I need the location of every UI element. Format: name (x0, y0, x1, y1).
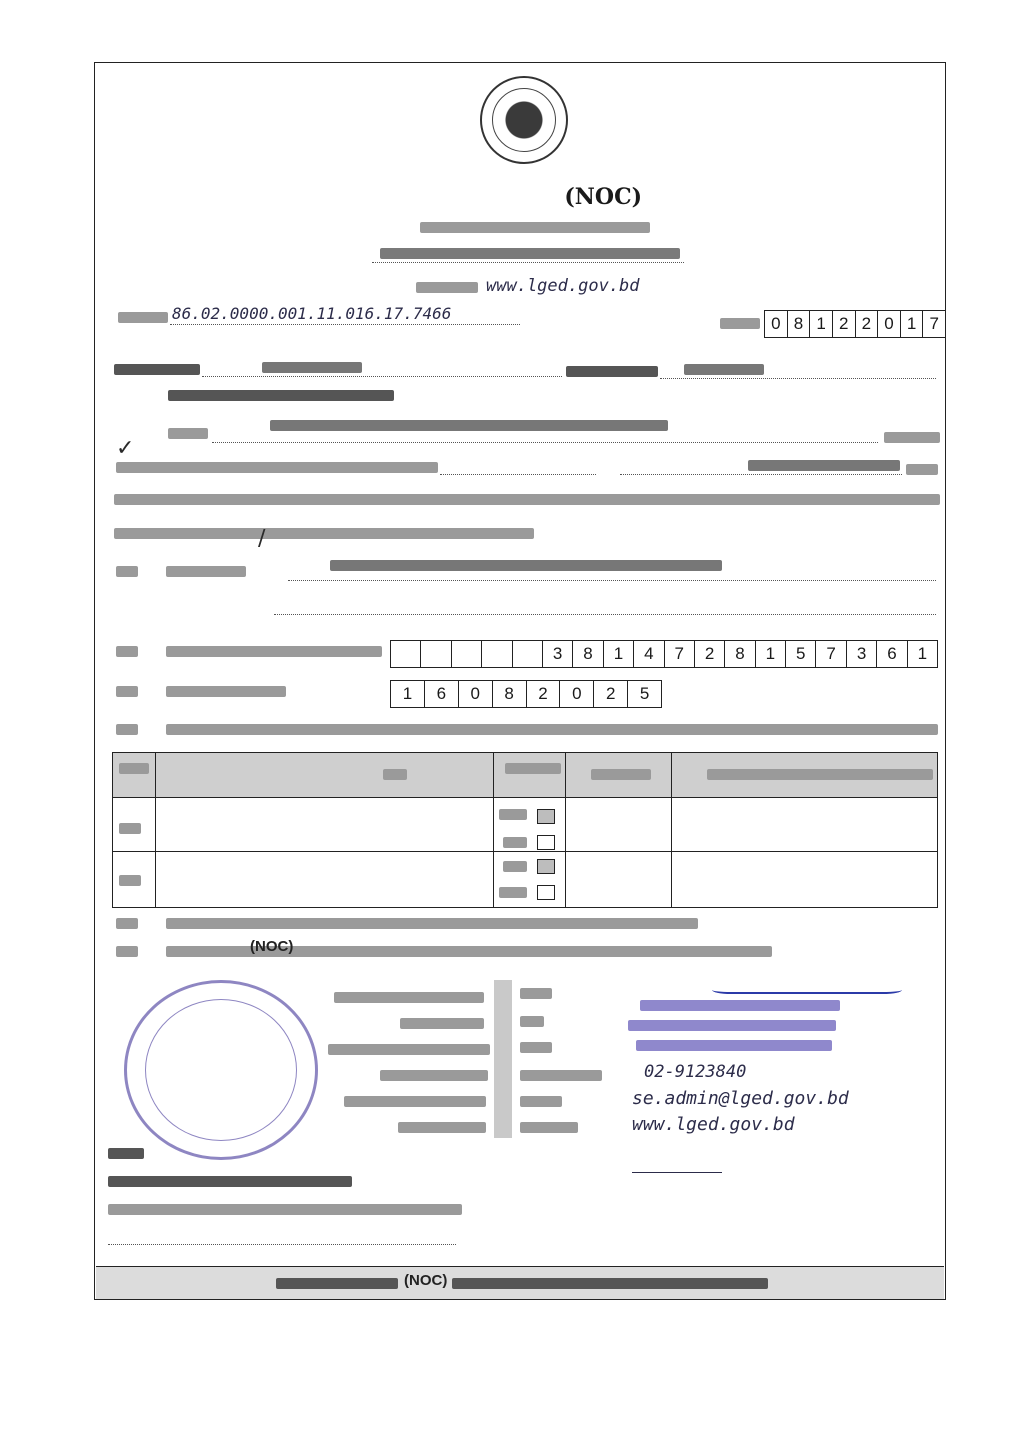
family-details-label (166, 724, 938, 735)
designation-suffix (906, 464, 938, 475)
officer-name-stamp (640, 1000, 840, 1011)
nid-digit-1 (391, 641, 421, 667)
retirement-digit-1: 1 (391, 681, 425, 707)
designation-label (520, 1042, 552, 1053)
father-name (684, 364, 764, 375)
official-id-line (440, 474, 596, 475)
retirement-digit-8: 5 (639, 684, 650, 703)
nid-digit-12: 8 (725, 641, 755, 667)
government-seal-logo (480, 76, 568, 164)
issuing-officer-label-4 (380, 1070, 488, 1081)
header-relation (505, 763, 561, 774)
office-name-text (380, 248, 680, 259)
signature-label (520, 988, 552, 999)
subject-name-line (202, 376, 562, 377)
footer-note-end (452, 1278, 768, 1289)
item-03-number (116, 646, 138, 657)
officer-signature (712, 954, 902, 994)
header-name (383, 769, 407, 780)
nid-digit-16: 3 (847, 641, 877, 667)
nid-digit-11: 2 (695, 641, 725, 667)
date-digit-3: 1 (810, 311, 833, 337)
retirement-digit-2: 6 (425, 681, 459, 707)
ministry-name-line (420, 222, 650, 233)
father-husband-label (566, 366, 658, 377)
daughter-label (499, 887, 527, 898)
date-digit-7: 1 (901, 311, 924, 337)
nid-digit-8: 1 (604, 641, 634, 667)
officer-designation-stamp (628, 1020, 836, 1031)
designation-value (748, 460, 900, 471)
col-divider (565, 753, 566, 907)
nid-digit-2 (421, 641, 451, 667)
memo-line (170, 324, 520, 325)
retirement-digit-3: 0 (459, 681, 493, 707)
subject-text (168, 390, 394, 401)
retirement-digit-5: 2 (527, 681, 561, 707)
page-title: (NOC) (564, 184, 642, 210)
nid-digit-4 (482, 641, 512, 667)
applicant-office (270, 420, 668, 431)
retirement-date-boxes (390, 680, 662, 708)
recipient-office (108, 1204, 462, 1215)
col-divider (493, 753, 494, 907)
date-label (720, 318, 760, 329)
item-07-number (116, 946, 138, 957)
date-digit-2: 8 (788, 311, 811, 337)
item-06-number (116, 918, 138, 929)
website-label (416, 282, 478, 293)
footer-note-start (276, 1278, 398, 1289)
applicant-name (262, 362, 362, 373)
col-divider (155, 753, 156, 907)
footer-noc: (NOC) (404, 1272, 448, 1289)
website-field-label (520, 1122, 578, 1133)
issuing-officer-label-1 (334, 992, 484, 1003)
map-emblem-icon (492, 88, 556, 152)
family-table (112, 752, 938, 908)
permanent-temporary-text (116, 462, 438, 473)
husband-checkbox[interactable] (537, 809, 555, 824)
wife-checkbox[interactable] (537, 835, 555, 850)
nid-digit-9: 4 (634, 641, 664, 667)
item-02-number (116, 566, 138, 577)
husband-label (499, 809, 527, 820)
phone-value: 02-9123840 (644, 1062, 747, 1082)
noc-abbrev: (NOC) (250, 938, 294, 955)
vertical-note-strip (494, 980, 512, 1138)
current-address-label (166, 566, 246, 577)
row-2-serial (119, 875, 141, 886)
name-label (520, 1016, 544, 1027)
checkmark-icon: ✓ (116, 436, 135, 461)
header-nid-brc (707, 769, 933, 780)
date-boxes (764, 310, 946, 338)
memo-label (118, 312, 168, 323)
nid-digit-10: 7 (665, 641, 695, 667)
nid-digit-13: 1 (756, 641, 786, 667)
strike-mark-icon: ∕ (258, 526, 266, 551)
nid-digit-17: 6 (877, 641, 907, 667)
officer-website-value: www.lged.gov.bd (632, 1114, 795, 1135)
validity-statement (336, 946, 772, 957)
recipient-blank-line (108, 1244, 456, 1245)
nid-label (166, 646, 382, 657)
address-line-1 (288, 580, 936, 581)
col-divider (671, 753, 672, 907)
current-address-value (330, 560, 722, 571)
designation-line (620, 474, 902, 475)
email-value: se.admin@lged.gov.bd (632, 1088, 849, 1109)
issuing-officer-label-3 (328, 1044, 490, 1055)
mr-label (168, 428, 208, 439)
body-text-line2 (114, 528, 534, 539)
row-1-serial (119, 823, 141, 834)
nid-digit-18: 1 (917, 644, 928, 663)
retirement-date-label (166, 686, 286, 697)
son-checkbox[interactable] (537, 859, 555, 874)
item-04-number (116, 686, 138, 697)
office-name-line (372, 262, 684, 263)
issuing-officer-label-6 (398, 1122, 486, 1133)
date-digit-4: 2 (833, 311, 856, 337)
date-digit-5: 2 (856, 311, 879, 337)
office-suffix (884, 432, 940, 443)
body-text-line1 (114, 494, 940, 505)
retirement-digit-4: 8 (493, 681, 527, 707)
header-serial (119, 763, 149, 774)
telephone-label (520, 1070, 602, 1081)
header-dob (591, 769, 651, 780)
date-digit-6: 0 (878, 311, 901, 337)
nid-digit-7: 8 (573, 641, 603, 667)
office-stamp-seal (124, 980, 318, 1160)
date-digit-8: 7 (929, 314, 939, 333)
retirement-digit-7: 2 (594, 681, 628, 707)
nid-digit-14: 5 (786, 641, 816, 667)
row-divider (113, 851, 937, 852)
handwritten-date-mark (632, 1142, 722, 1173)
father-name-line (660, 378, 936, 379)
nid-digit-6: 3 (543, 641, 573, 667)
recipient-label (108, 1148, 144, 1159)
issuing-officer-label-2 (400, 1018, 484, 1029)
nid-number-boxes (390, 640, 938, 668)
officer-office-stamp (636, 1040, 832, 1051)
office-stamp-inner (145, 999, 297, 1141)
email-label (520, 1096, 562, 1107)
citizenship-statement (166, 918, 698, 929)
date-digit-1: 0 (765, 311, 788, 337)
nid-digit-3 (452, 641, 482, 667)
subject-label (114, 364, 200, 375)
wife-label (503, 837, 527, 848)
retirement-digit-6: 0 (560, 681, 594, 707)
daughter-checkbox[interactable] (537, 885, 555, 900)
recipient-title (108, 1176, 352, 1187)
office-line (212, 442, 878, 443)
son-label (503, 861, 527, 872)
issuing-officer-label-5 (344, 1096, 486, 1107)
memo-number: 86.02.0000.001.11.016.17.7466 (172, 304, 452, 323)
website-value: www.lged.gov.bd (486, 276, 640, 296)
item-05-number (116, 724, 138, 735)
address-line-2 (274, 614, 936, 615)
nid-digit-15: 7 (816, 641, 846, 667)
nid-digit-5 (513, 641, 543, 667)
